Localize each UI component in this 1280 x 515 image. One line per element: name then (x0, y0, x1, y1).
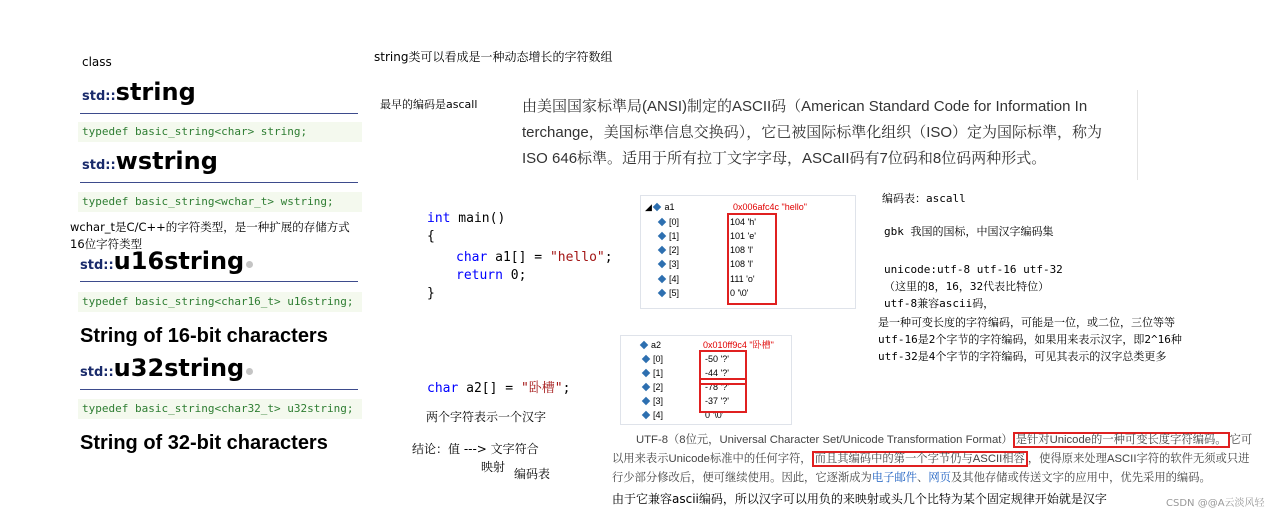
encoding-notes (878, 314, 1182, 365)
typedef-wstring: typedef basic_string<wchar_t> wstring; (78, 192, 362, 212)
utf8-text: 及其他存储或传送文字的应用中，优先采用的编码。 (950, 472, 1211, 484)
typedef-u16string: typedef basic_string<char16_t> u16string; (78, 292, 362, 312)
variable-icon (658, 275, 666, 283)
watch-row-a1[interactable] (645, 200, 851, 214)
encoding-line: utf-16是2个字节的字符编码，如果用来表示汉字，即2^16种 (878, 333, 1182, 346)
code-text: 0; (502, 268, 527, 283)
ascii-line: terchange，美国标準信息交换码），它已被国际标準化组织（ISO）定为国际标準，称为 (522, 124, 1103, 141)
encoding-line: unicode:utf-8 utf-16 utf-32 (884, 263, 1063, 276)
highlight-box (727, 213, 777, 305)
element-index: [1] (653, 368, 664, 378)
code-text: a1[] = (487, 250, 550, 265)
utf8-text: 、 (917, 472, 929, 484)
encoding-line: 编码表：ascall (882, 192, 966, 205)
encoding-notes (884, 261, 1063, 312)
element-value: 111 'o' (730, 274, 755, 284)
string-literal: "hello" (549, 250, 605, 265)
code-block (427, 210, 613, 303)
encoding-notes (882, 190, 966, 207)
highlighted-text: 而且其编码中的第一个字节仍与ASCII相容 (812, 451, 1028, 467)
element-index: [3] (669, 259, 680, 269)
encoding-line: utf-32是4个字节的字符编码，可见其表示的汉字总类更多 (878, 350, 1167, 363)
element-value: 108 'l' (730, 245, 753, 255)
divider (80, 389, 358, 390)
variable-icon (658, 289, 666, 297)
var-value: 0x006afc4c "hello" (733, 202, 807, 212)
string-literal: "卧槽" (520, 381, 563, 396)
var-name: a2 (651, 340, 662, 350)
wchar-note: wchar_t是C/C++的字符类型，是一种扩展的存储方式 (70, 220, 350, 234)
earliest-encoding-note: 最早的编码是ascall (380, 98, 478, 111)
variable-icon (658, 260, 666, 268)
watermark: CSDN @@A云淡风轻 (1166, 498, 1265, 509)
var-value: 0x010ff9c4 "卧槽" (703, 340, 774, 350)
code-text: ; (604, 250, 613, 265)
mapping-note: 映射 (481, 460, 506, 474)
ascii-line: ISO 646标準。适用于所有拉丁文字字母，ASCaII码有7位码和8位码两种形式。 (522, 150, 1047, 167)
class-name: string (115, 78, 196, 106)
utf8-conclusion: 由于它兼容ascii编码，所以汉字可以用负的来映射或头几个比特为某个固定规律开始就是汉字 (612, 492, 1107, 506)
u16string-title[interactable] (80, 247, 253, 275)
element-value: 104 'h' (730, 217, 756, 227)
element-value: 0 '\0' (730, 288, 749, 298)
wstring-title[interactable] (82, 147, 218, 175)
utf8-text: ，使得原来处理ASCII字符的软件无须或只进 (1027, 453, 1250, 465)
encoding-line: （这里的8，16，32代表比特位） (884, 280, 1050, 293)
variable-icon (642, 411, 650, 419)
element-value: 0 '\0' (705, 410, 724, 420)
typedef-u32string: typedef basic_string<char32_t> u32string; (78, 399, 362, 419)
divider (80, 281, 358, 282)
code-text: main() (450, 211, 506, 226)
keyword: int (427, 211, 451, 226)
webpage-link[interactable]: 网页 (928, 472, 951, 484)
code-text: ; (562, 381, 571, 396)
info-dot-icon (246, 368, 253, 375)
divider (80, 113, 358, 114)
email-link[interactable]: 电子邮件 (871, 472, 918, 484)
conclusion-note: 结论：值 ---> 文字符合 (412, 442, 539, 456)
utf8-text: 它可 (1229, 434, 1253, 446)
element-index: [0] (669, 217, 680, 227)
variable-icon (658, 232, 666, 240)
typedef-string: typedef basic_string<char> string; (78, 122, 362, 142)
two-chars-note: 两个字符表示一个汉字 (426, 410, 547, 424)
element-index: [2] (669, 245, 680, 255)
utf8-text: 行少部分修改后，便可继续使用。因此，它逐渐成为 (612, 472, 872, 484)
namespace-label: std:: (82, 89, 116, 104)
ascii-line: 由美国国家标準局(ANSI)制定的ASCII码（American Standard Code for Information In (522, 98, 1088, 115)
highlighted-text: 是针对Unicode的一种可变长度字符编码。 (1013, 432, 1230, 448)
element-value: -44 '?' (705, 368, 729, 378)
element-index: [2] (653, 382, 664, 392)
element-value: -37 '?' (705, 396, 729, 406)
utf8-text: 以用来表示Unicode标准中的任何字符， (612, 453, 812, 465)
divider (1137, 90, 1138, 180)
element-index: [3] (653, 396, 664, 406)
keyword: return (456, 268, 503, 283)
class-name: wstring (115, 147, 218, 175)
class-label: class (82, 55, 112, 69)
ascii-description (522, 94, 1142, 172)
u32-description: String of 32-bit characters (80, 432, 328, 454)
namespace-label: std:: (80, 258, 114, 273)
element-index: [5] (669, 288, 680, 298)
keyword: char (427, 381, 459, 396)
encoding-line: utf-8兼容ascii码， (884, 297, 995, 310)
string-array-note: string类可以看成是一种动态增长的字符数组 (374, 50, 613, 64)
element-index: [0] (653, 354, 664, 364)
element-index: [4] (653, 410, 664, 420)
expand-triangle-icon[interactable]: ◢ (645, 202, 652, 212)
string-title[interactable] (82, 78, 196, 106)
variable-icon (642, 383, 650, 391)
variable-icon (658, 246, 666, 254)
element-value: -50 '?' (705, 354, 729, 364)
divider (80, 182, 358, 183)
variable-icon (640, 341, 648, 349)
encoding-line: 是一种可变长度的字符编码，可能是一位，或二位，三位等等 (878, 316, 1175, 329)
element-index: [4] (669, 274, 680, 284)
u16-description: String of 16-bit characters (80, 325, 328, 347)
variable-icon (658, 218, 666, 226)
namespace-label: std:: (82, 158, 116, 173)
bit16-note: 16位字符类型 (70, 237, 143, 251)
encoding-notes (884, 223, 1054, 240)
element-index: [1] (669, 231, 680, 241)
element-value: 108 'l' (730, 259, 753, 269)
code-text: a2[] = (458, 381, 521, 396)
element-value: 101 'e' (730, 231, 756, 241)
utf8-text: UTF-8（8位元，Universal Character Set/Unicode Transformation Format） (636, 434, 1013, 446)
class-name: u16string (113, 247, 245, 275)
code-table-note: 编码表 (514, 467, 551, 481)
highlight-box (699, 378, 747, 413)
utf8-description (612, 431, 1280, 488)
namespace-label: std:: (80, 365, 114, 380)
var-name: a1 (664, 202, 675, 212)
variable-icon (642, 397, 650, 405)
element-value: -78 '?' (705, 382, 729, 392)
code-a2 (427, 377, 570, 396)
encoding-line: gbk 我国的国标，中国汉字编码集 (884, 225, 1054, 238)
class-name: u32string (113, 354, 245, 382)
keyword: char (456, 250, 488, 265)
variable-icon (642, 369, 650, 377)
info-dot-icon (246, 261, 253, 268)
variable-icon (642, 355, 650, 363)
code-text: { (427, 229, 435, 244)
watch-panel-a1 (640, 195, 856, 309)
watch-panel-a2 (620, 335, 792, 425)
u32string-title[interactable] (80, 354, 253, 382)
variable-icon (653, 203, 661, 211)
code-text: } (427, 286, 435, 301)
